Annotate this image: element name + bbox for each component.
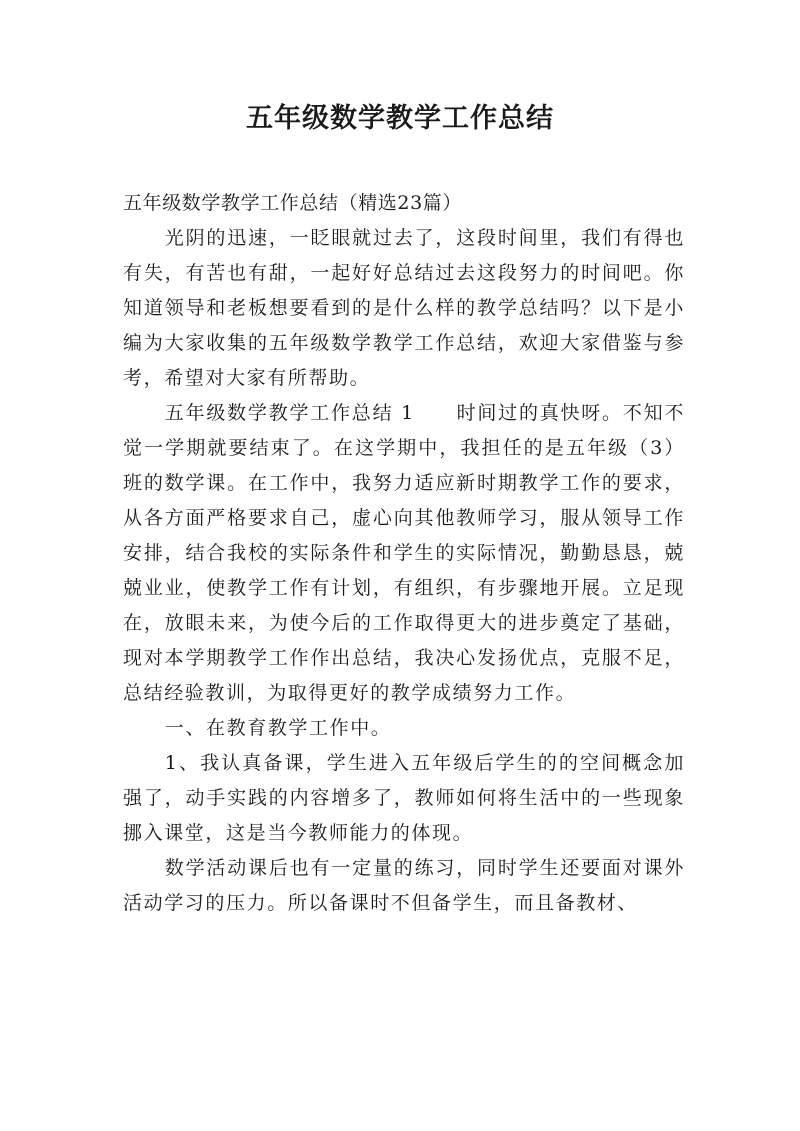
section-heading-teaching: 一、在教育教学工作中。 [164, 717, 392, 739]
document-subtitle: 五年级数学教学工作总结（精选23篇） [123, 192, 462, 214]
paragraph-activity-class: 数学活动课后也有一定量的练习，同时学生还要面对课外活动学习的压力。所以备课时不但备学生，而且备教材、 [123, 857, 685, 914]
document-body [123, 186, 685, 921]
document-title: 五年级数学教学工作总结 [246, 103, 554, 134]
paragraph-lesson-prep: 1、我认真备课，学生进入五年级后学生的的空间概念加强了，动手实践的内容增多了，教师如何将生活中的一些现象挪入课堂，这是当今教师能力的体现。 [123, 752, 685, 844]
paragraph-intro: 光阴的迅速，一眨眼就过去了，这段时间里，我们有得也有失，有苦也有甜，一起好好总结过去这段努力的时间吧。你知道领导和老板想要看到的是什么样的教学总结吗？以下是小编为大家收集的五年级数学教学工作总结，欢迎大家借鉴与参考，希望对大家有所帮助。 [123, 227, 685, 389]
paragraph-summary-1: 五年级数学教学工作总结 1 时间过的真快呀。不知不觉一学期就要结束了。在这学期中，我担任的是五年级（3）班的数学课。在工作中，我努力适应新时期教学工作的要求，从各方面严格要求自己，虚心向其他教师学习，服从领导工作安排，结合我校的实际条件和学生的实际情况，勤勤恳恳，兢兢业业，使教学工作有计划，有组织，有步骤地开展。立足现在，放眼未来，为使今后的工作取得更大的进步奠定了基础，现对本学期教学工作作出总结，我决心发扬优点，克服不足，总结经验教训，为取得更好的教学成绩努力工作。 [123, 402, 685, 704]
